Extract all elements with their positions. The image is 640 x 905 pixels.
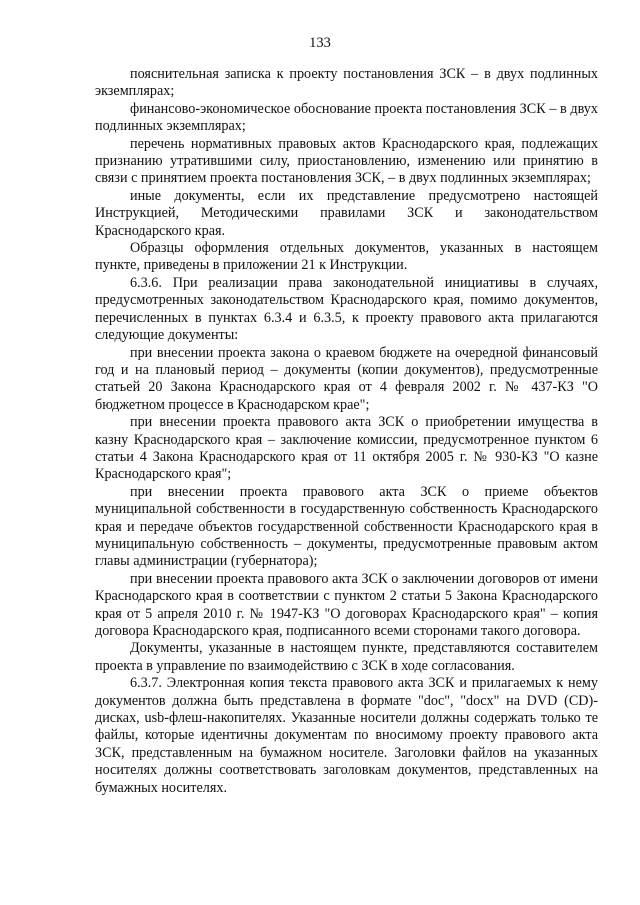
paragraph-section-6-3-7: 6.3.7. Электронная копия текста правового акта ЗСК и прилагаемых к нему документов должна быть представлена в формате "doc", "docx" на DVD (CD)-дисках, usb-флеш-накопителях. Указанные носители должны содержать только те файлы, которые идентичны документам по вносимому проекту правового акта ЗСК, представленным на бумажном носителе. Заголовки файлов на указанных носителях должны соответствовать заголовкам документов, представленных на бумажных носителях. xyxy=(95,675,598,796)
paragraph-list-of-acts: перечень нормативных правовых актов Краснодарского края, подлежащих признанию утратившими силу, приостановлению, изменению или принятию в связи с принятием проекта постановления ЗСК, – в двух подлинных экземплярах; xyxy=(95,135,598,187)
paragraph-contracts: при внесении проекта правового акта ЗСК о заключении договоров от имени Краснодарского края в соответствии с пунктом 2 статьи 5 Закона Краснодарского края от 5 апреля 2010 г. № 1947-КЗ "О договорах Краснодарского края" – копия договора Краснодарского края, подписанного всеми сторонами такого договора. xyxy=(95,570,598,639)
paragraph-property-acquisition: при внесении проекта правового акта ЗСК о приобретении имущества в казну Краснодарского края – заключение комиссии, предусмотренное пунктом 6 статьи 4 Закона Краснодарского края от 11 октября 2005 г. № 930-КЗ "О казне Краснодарского края"; xyxy=(95,414,598,483)
paragraph-documents-submission: Документы, указанные в настоящем пункте, представляются составителем проекта в управление по взаимодействию с ЗСК в ходе согласования. xyxy=(95,640,598,674)
paragraph-municipal-property: при внесении проекта правового акта ЗСК о приеме объектов муниципальной собственности в государственную собственность Краснодарского края и передаче объектов государственной собственности Краснодарского края в муниципальную собственность – документы, предусмотренные правовым актом главы администрации (губернатора); xyxy=(95,483,598,570)
page-number: 133 xyxy=(309,35,331,51)
document-body xyxy=(95,66,598,797)
paragraph-section-6-3-6: 6.3.6. При реализации права законодательной инициативы в случаях, предусмотренных законодательством Краснодарского края, помимо документов, перечисленных в пунктах 6.3.4 и 6.3.5, к проекту правового акта прилагаются следующие документы: xyxy=(95,274,598,344)
paragraph-financial-justification: финансово-экономическое обоснование проекта постановления ЗСК – в двух подлинных экземплярах; xyxy=(95,100,598,135)
paragraph-other-documents: иные документы, если их представление предусмотрено настоящей Инструкцией, Методическими правилами ЗСК и законодательством Краснодарского края. xyxy=(95,187,598,239)
paragraph-budget-law: при внесении проекта закона о краевом бюджете на очередной финансовый год и на плановый период – документы (копии документов), предусмотренные статьей 20 Закона Краснодарского края от 4 февраля 2002 г. № 437-КЗ "О бюджетном процессе в Краснодарском крае"; xyxy=(95,344,598,413)
paragraph-document-samples: Образцы оформления отдельных документов, указанных в настоящем пункте, приведены в приложении 21 к Инструкции. xyxy=(95,240,598,274)
paragraph-explanatory-note: пояснительная записка к проекту постановления ЗСК – в двух подлинных экземплярах; xyxy=(95,66,598,100)
